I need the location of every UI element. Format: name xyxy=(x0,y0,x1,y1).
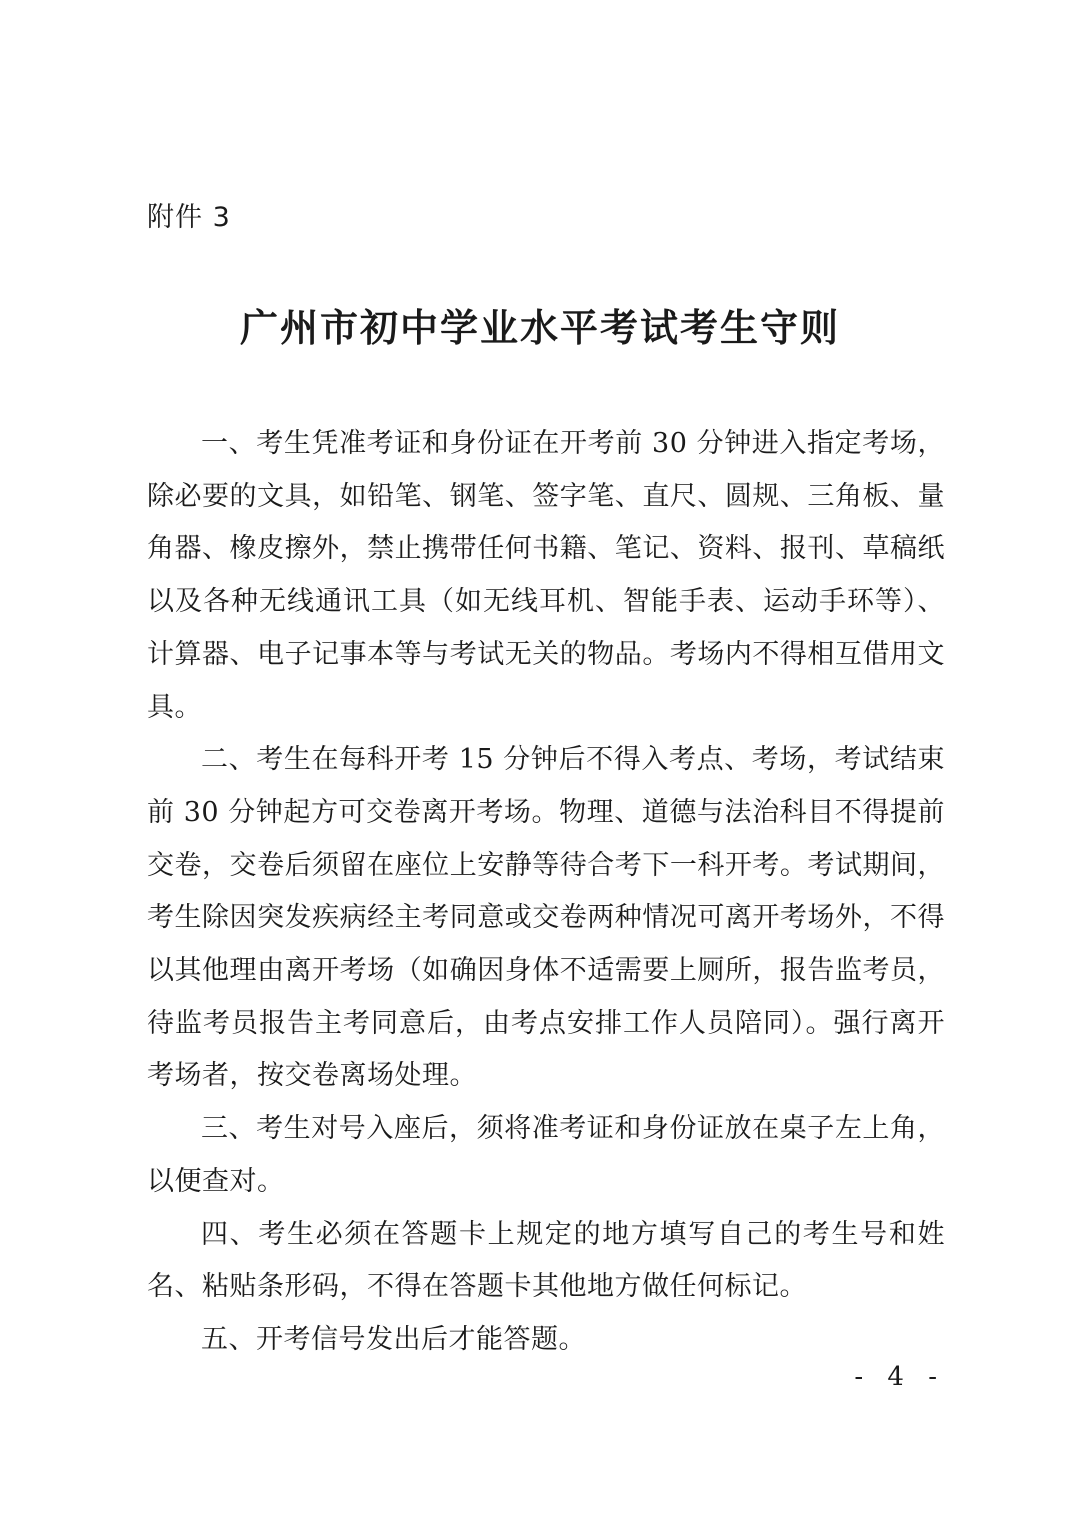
rule-paragraph-1: 一、考生凭准考证和身份证在开考前 30 分钟进入指定考场，除必要的文具，如铅笔、钢笔、签字笔、直尺、圆规、三角板、量角器、橡皮擦外，禁止携带任何书籍、笔记、资料、报刊、草稿纸以及各种无线通讯工具（如无线耳机、智能手表、运动手环等）、计算器、电子记事本等与考试无关的物品。考场内不得相互借用文具。 xyxy=(147,428,945,723)
page-number: - 4 - xyxy=(854,1362,945,1392)
document-title: 广州市初中学业水平考试考生守则 xyxy=(239,305,840,350)
rule-paragraph-3: 三、考生对号入座后，须将准考证和身份证放在桌子左上角，以便查对。 xyxy=(147,1113,945,1197)
rule-paragraph-2: 二、考生在每科开考 15 分钟后不得入考点、考场，考试结束前 30 分钟起方可交卷离开考场。物理、道德与法治科目不得提前交卷，交卷后须留在座位上安静等待合考下一科开考。考试期间，考生除因突发疾病经主考同意或交卷两种情况可离开考场外，不得以其他理由离开考场（如确因身体不适需要上厕所，报告监考员，待监考员报告主考同意后，由考点安排工作人员陪同）。强行离开考场者，按交卷离场处理。 xyxy=(147,744,945,1092)
document-body xyxy=(147,418,945,1367)
attachment-label: 附件 3 xyxy=(147,202,231,233)
rule-paragraph-4: 四、考生必须在答题卡上规定的地方填写自己的考生号和姓名、粘贴条形码，不得在答题卡其他地方做任何标记。 xyxy=(147,1218,945,1303)
rule-paragraph-5: 五、开考信号发出后才能答题。 xyxy=(201,1323,586,1355)
